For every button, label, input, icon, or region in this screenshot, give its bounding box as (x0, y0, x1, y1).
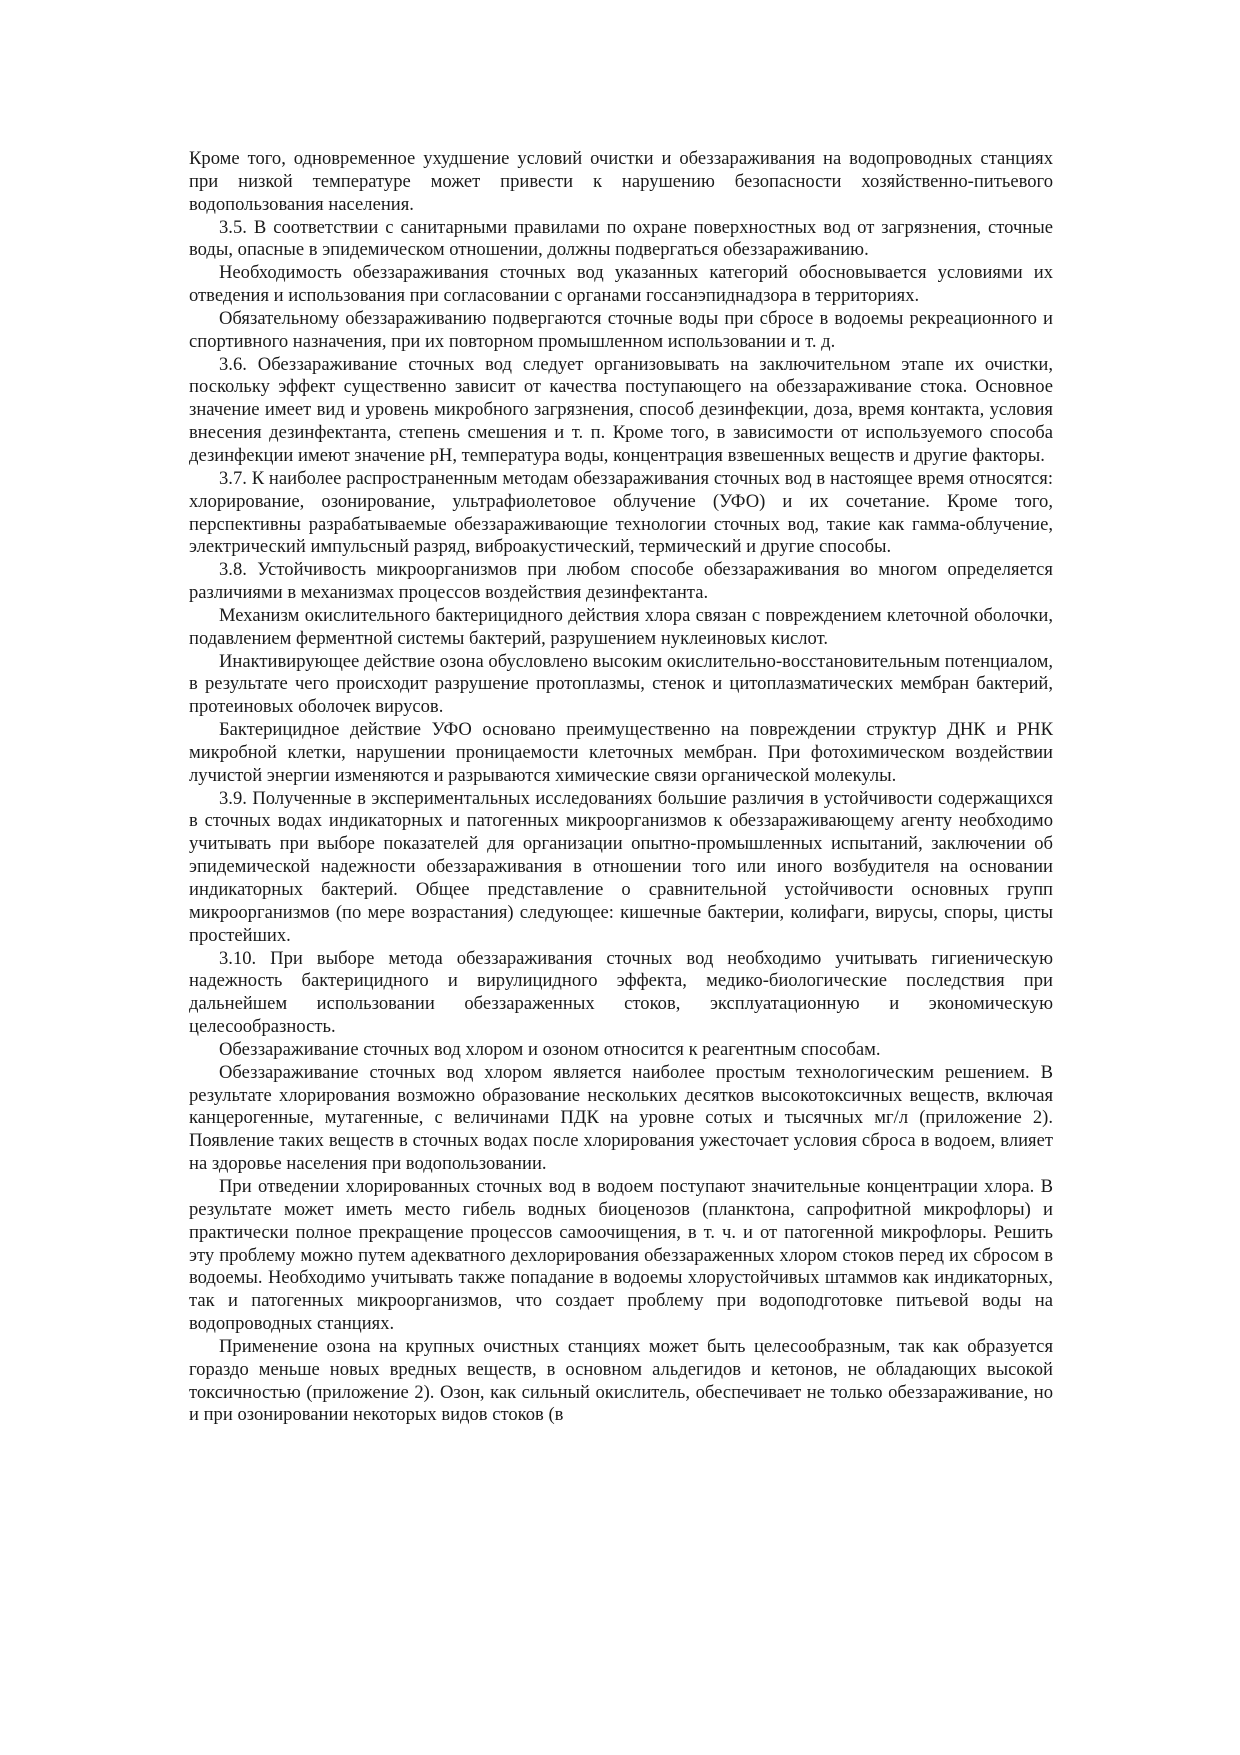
document-page (189, 148, 1053, 1427)
paragraph: Механизм окислительного бактерицидного действия хлора связан с повреждением клеточной оболочки, подавлением ферментной системы бактерий, разрушением нуклеиновых кислот. (189, 604, 1053, 649)
paragraph: Применение озона на крупных очистных станциях может быть целесообразным, так как образуется гораздо меньше новых вредных веществ, в основном альдегидов и кетонов, не обладающих высокой токсичностью (приложение 2). Озон, как сильный окислитель, обеспечивает не только обеззараживание, но и при озонировании некоторых видов стоков (в (189, 1335, 1053, 1426)
paragraph: Необходимость обеззараживания сточных вод указанных категорий обосновывается условиями их отведения и использования при согласовании с органами госсанэпиднадзора в территориях. (189, 262, 1053, 307)
paragraph: При отведении хлорированных сточных вод в водоем поступают значительные концентрации хлора. В результате может иметь место гибель водных биоценозов (планктона, сапрофитной микрофлоры) и практически полное прекращение процессов самоочищения, в т. ч. и от патогенной микрофлоры. Решить эту проблему можно путем адекватного дехлорирования обеззараженных хлором стоков перед их сбросом в водоемы. Необходимо учитывать также попадание в водоемы хлорустойчивых штаммов как индикаторных, так и патогенных микроорганизмов, что создает проблему при водоподготовке питьевой воды на водопроводных станциях. (189, 1175, 1053, 1335)
paragraph: 3.8. Устойчивость микроорганизмов при любом способе обеззараживания во многом определяется различиями в механизмах процессов воздействия дезинфектанта. (189, 559, 1053, 604)
paragraph: 3.10. При выборе метода обеззараживания сточных вод необходимо учитывать гигиеническую надежность бактерицидного и вирулицидного эффекта, медико-биологические последствия при дальнейшем использовании обеззараженных стоков, эксплуатационную и экономическую целесообразность. (189, 947, 1053, 1038)
paragraph: Бактерицидное действие УФО основано преимущественно на повреждении структур ДНК и РНК микробной клетки, нарушении проницаемости клеточных мембран. При фотохимическом воздействии лучистой энергии изменяются и разрываются химические связи органической молекулы. (189, 719, 1053, 786)
paragraph: 3.7. К наиболее распространенным методам обеззараживания сточных вод в настоящее время относятся: хлорирование, озонирование, ультрафиолетовое облучение (УФО) и их сочетание. Кроме того, перспективны разрабатываемые обеззараживающие технологии сточных вод, такие как гамма-облучение, электрический импульсный разряд, виброакустический, термический и другие способы. (189, 467, 1053, 558)
paragraph: Обеззараживание сточных вод хлором и озоном относится к реагентным способам. (219, 1038, 881, 1060)
paragraph: 3.6. Обеззараживание сточных вод следует организовывать на заключительном этапе их очистки, поскольку эффект существенно зависит от качества поступающего на обеззараживание стока. Основное значение имеет вид и уровень микробного загрязнения, способ дезинфекции, доза, время контакта, условия внесения дезинфектанта, степень смешения и т. п. Кроме того, в зависимости от используемого способа дезинфекции имеют значение pH, температура воды, концентрация взвешенных веществ и другие факторы. (189, 353, 1053, 466)
paragraph: Инактивирующее действие озона обусловлено высоким окислительно-восстановительным потенциалом, в результате чего происходит разрушение протоплазмы, стенок и цитоплазматических мембран бактерий, протеиновых оболочек вирусов. (189, 650, 1053, 718)
paragraph: Кроме того, одновременное ухудшение условий очистки и обеззараживания на водопроводных станциях при низкой температуре может привести к нарушению безопасности хозяйственно-питьевого водопользования населения. (189, 148, 1053, 215)
paragraph: 3.9. Полученные в экспериментальных исследованиях большие различия в устойчивости содержащихся в сточных водах индикаторных и патогенных микроорганизмов к обеззараживающему агенту необходимо учитывать при выборе показателей для организации опытно-промышленных испытаний, заключении об эпидемической надежности обеззараживания в отношении того или иного возбудителя на основании индикаторных бактерий. Общее представление о сравнительной устойчивости основных групп микроорганизмов (по мере возрастания) следующее: кишечные бактерии, колифаги, вирусы, споры, цисты простейших. (189, 787, 1053, 946)
paragraph: Обеззараживание сточных вод хлором является наиболее простым технологическим решением. В результате хлорирования возможно образование нескольких десятков высокотоксичных веществ, включая канцерогенные, мутагенные, с величинами ПДК на уровне сотых и тысячных мг/л (приложение 2). Появление таких веществ в сточных водах после хлорирования ужесточает условия сброса в водоем, влияет на здоровье населения при водопользовании. (189, 1061, 1053, 1175)
paragraph: Обязательному обеззараживанию подвергаются сточные воды при сбросе в водоемы рекреационного и спортивного назначения, при их повторном промышленном использовании и т. д. (189, 307, 1053, 352)
paragraph: 3.5. В соответствии с санитарными правилами по охране поверхностных вод от загрязнения, сточные воды, опасные в эпидемическом отношении, должны подвергаться обеззараживанию. (189, 216, 1053, 261)
